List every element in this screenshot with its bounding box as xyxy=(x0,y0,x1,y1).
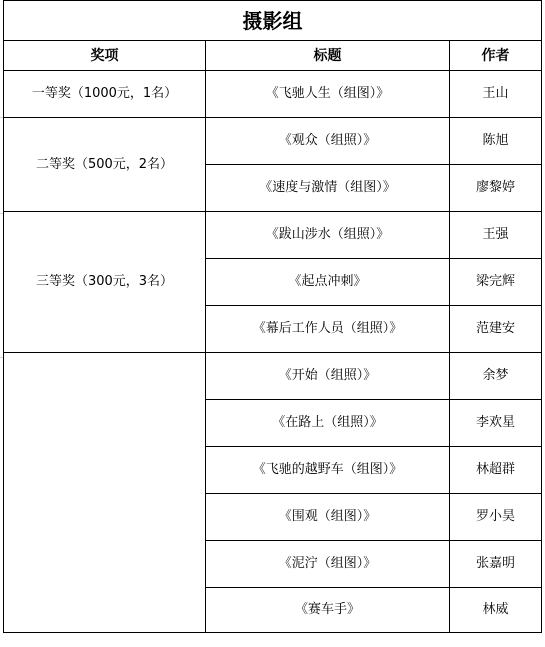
header-title[interactable]: 标题 xyxy=(206,41,450,71)
author-cell[interactable]: 张嘉明 xyxy=(450,541,542,588)
title-cell[interactable]: 《泥泞（组图）》 xyxy=(206,541,450,588)
author-cell[interactable]: 廖黎婷 xyxy=(450,165,542,212)
author-cell[interactable]: 李欢星 xyxy=(450,400,542,447)
title-cell[interactable]: 《速度与激情（组图）》 xyxy=(206,165,450,212)
header-row xyxy=(4,41,542,71)
title-cell[interactable]: 《幕后工作人员（组照）》 xyxy=(206,306,450,353)
title-cell[interactable]: 《观众（组照）》 xyxy=(206,118,450,165)
author-cell[interactable]: 余梦 xyxy=(450,353,542,400)
title-cell[interactable]: 《起点冲刺》 xyxy=(206,259,450,306)
title-row xyxy=(4,1,542,41)
title-cell[interactable]: 《开始（组照）》 xyxy=(206,353,450,400)
header-award[interactable]: 奖项 xyxy=(4,41,206,71)
author-cell[interactable]: 王强 xyxy=(450,212,542,259)
title-cell[interactable]: 《飞驰的越野车（组图）》 xyxy=(206,447,450,494)
award-cell-second[interactable]: 二等奖（500元，2名） xyxy=(4,118,206,212)
table-row xyxy=(4,71,542,118)
author-cell[interactable]: 王山 xyxy=(450,71,542,118)
award-cell-fourth[interactable] xyxy=(4,353,206,633)
author-cell[interactable]: 范建安 xyxy=(450,306,542,353)
title-cell[interactable]: 《跋山涉水（组照）》 xyxy=(206,212,450,259)
title-cell[interactable]: 《围观（组图）》 xyxy=(206,494,450,541)
award-cell-first[interactable]: 一等奖（1000元，1名） xyxy=(4,71,206,118)
award-table xyxy=(3,0,542,633)
award-cell-third[interactable]: 三等奖（300元，3名） xyxy=(4,212,206,353)
header-author[interactable]: 作者 xyxy=(450,41,542,71)
title-cell[interactable]: 《赛车手》 xyxy=(206,588,450,633)
author-cell[interactable]: 林超群 xyxy=(450,447,542,494)
table-row xyxy=(4,212,542,259)
author-cell[interactable]: 林威 xyxy=(450,588,542,633)
title-cell[interactable]: 《飞驰人生（组图）》 xyxy=(206,71,450,118)
title-cell[interactable]: 《在路上（组照）》 xyxy=(206,400,450,447)
author-cell[interactable]: 陈旭 xyxy=(450,118,542,165)
table-title[interactable]: 摄影组 xyxy=(4,1,542,41)
author-cell[interactable]: 梁完辉 xyxy=(450,259,542,306)
table-row xyxy=(4,118,542,165)
table-row xyxy=(4,353,542,400)
author-cell[interactable]: 罗小昊 xyxy=(450,494,542,541)
